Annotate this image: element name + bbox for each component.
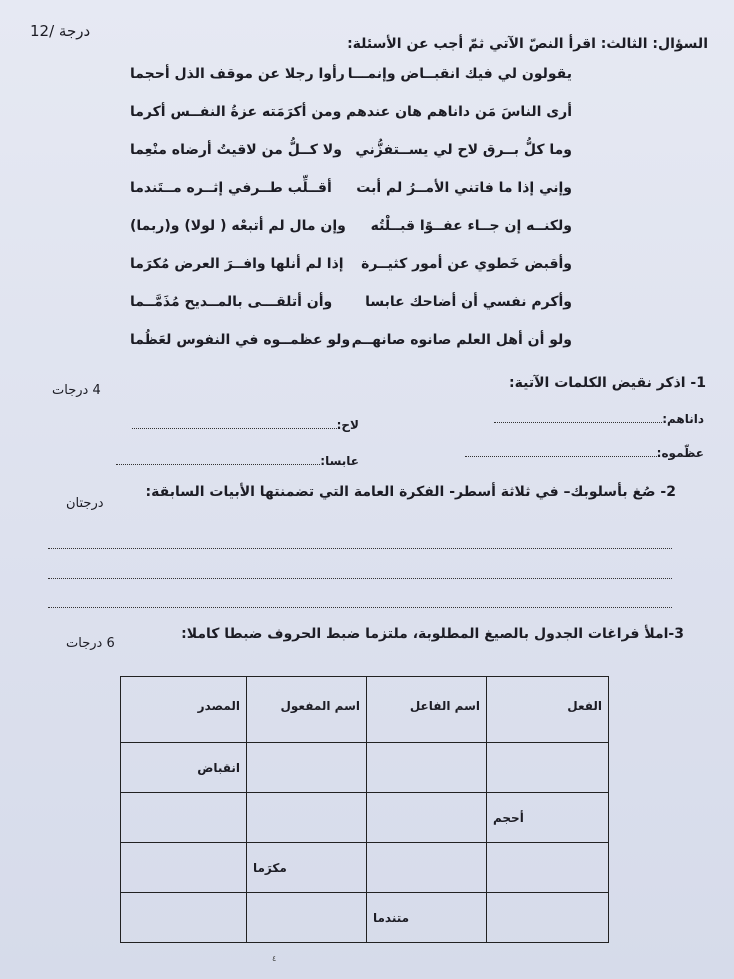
verse-first-hemistich: ولو أن أهل العلم صانوه صانهــم — [351, 332, 572, 348]
header-active-participle: اسم الفاعل — [367, 677, 487, 743]
antonym-word: عظّموه: — [656, 446, 704, 460]
score-total: 12/ درجة — [30, 22, 91, 40]
table-cell[interactable] — [367, 843, 487, 893]
verse-first-hemistich: ولكنــه إن جــاء عفــوًا قبــلْتُه — [370, 218, 572, 234]
answer-dots[interactable] — [465, 446, 657, 457]
poem-verse — [130, 180, 572, 218]
table-cell[interactable] — [247, 893, 367, 943]
poem-verse — [130, 66, 572, 104]
verse-first-hemistich: وإني إذا ما فاتني الأمــرُ لم أبت — [356, 180, 572, 196]
table-row — [121, 793, 609, 843]
verse-second-hemistich: وأن أتلقـــى بالمــديح مُذَمَّــما — [130, 294, 333, 310]
antonym-word: لاح: — [336, 418, 359, 432]
question-title: السؤال: الثالث: اقرأ النصّ الآتي ثمّ أجب عن الأسئلة: — [347, 36, 708, 52]
answer-dots[interactable] — [116, 454, 320, 465]
page-number: ٤ — [272, 954, 277, 963]
question-3-text: 3-املأ فراغات الجدول بالصيغ المطلوبة، ملتزما ضبط الحروف ضبطا كاملا: — [181, 626, 684, 642]
poem-verse — [130, 332, 572, 370]
table-cell[interactable] — [487, 843, 609, 893]
header-passive-participle: اسم المفعول — [247, 677, 367, 743]
verse-second-hemistich: ولا كــلُّ من لاقيتُ أرضاه منْعِما — [130, 142, 342, 158]
verse-second-hemistich: رأوا رجلا عن موقف الذل أحجما — [130, 66, 345, 82]
header-verb: الفعل — [487, 677, 609, 743]
table-cell[interactable] — [121, 843, 247, 893]
answer-line[interactable] — [48, 607, 672, 608]
question-2-text: 2- صُغ بأسلوبك– في ثلاثة أسطر- الفكرة العامة التي تضمنتها الأبيات السابقة: — [145, 484, 676, 500]
verse-first-hemistich: يقولون لي فيك انقبــاض وإنمـــا — [347, 66, 572, 82]
verse-first-hemistich: أرى الناسَ مَن داناهم هان عندهم — [346, 104, 572, 120]
table-cell[interactable] — [247, 793, 367, 843]
verse-second-hemistich: ومن أكرَمَته عزةُ النفــس أكرما — [130, 104, 342, 120]
verse-second-hemistich: ولو عظمــوه في النفوس لعَظُما — [130, 332, 351, 348]
table-row — [121, 743, 609, 793]
table-cell[interactable]: انقباض — [121, 743, 247, 793]
header-verbal-noun: المصدر — [121, 677, 247, 743]
verse-first-hemistich: وأقبض خَطوي عن أمور كثيــرة — [361, 256, 572, 272]
verse-first-hemistich: وما كلُّ بــرق لاح لي يســتفزُّني — [355, 142, 572, 158]
table-cell[interactable] — [247, 743, 367, 793]
question-1-text: 1- اذكر نقيض الكلمات الآتية: — [509, 375, 706, 391]
table-cell[interactable]: أحجم — [487, 793, 609, 843]
poem-verse — [130, 142, 572, 180]
table-cell[interactable] — [487, 893, 609, 943]
answer-line[interactable] — [48, 548, 672, 549]
table-cell[interactable]: مكرَما — [247, 843, 367, 893]
antonym-word: عابسا: — [320, 454, 359, 468]
question-3-marks: 6 درجات — [66, 636, 115, 651]
verse-first-hemistich: وأكرم نفسي أن أضاحك عابسا — [365, 294, 572, 310]
table-row — [121, 893, 609, 943]
table-cell[interactable] — [487, 743, 609, 793]
poem-verse — [130, 104, 572, 142]
conjugation-table — [120, 676, 609, 943]
answer-line[interactable] — [48, 578, 672, 579]
poem-verse — [130, 294, 572, 332]
answer-dots[interactable] — [494, 412, 662, 423]
table-header-row — [121, 677, 609, 743]
antonym-word: داناهم: — [662, 412, 704, 426]
antonym-field[interactable] — [465, 446, 704, 460]
table-cell[interactable] — [121, 893, 247, 943]
poem-verse — [130, 218, 572, 256]
table-cell[interactable] — [367, 743, 487, 793]
verse-second-hemistich: إذا لم أنلها وافــرَ العرض مُكرَما — [130, 256, 344, 272]
table-cell[interactable]: متندما — [367, 893, 487, 943]
antonym-field[interactable] — [116, 454, 359, 468]
table-row — [121, 843, 609, 893]
table-cell[interactable] — [367, 793, 487, 843]
verse-second-hemistich: أقــلِّب طــرفي إثــره مــتَندما — [130, 180, 332, 196]
antonym-field[interactable] — [494, 412, 704, 426]
question-2-marks: درجتان — [66, 496, 104, 511]
verse-second-hemistich: وإن مال لم أتبعْه ( لولا) و(ربما) — [130, 218, 346, 234]
poem-verse — [130, 256, 572, 294]
answer-dots[interactable] — [132, 418, 337, 429]
question-1-marks: 4 درجات — [52, 383, 101, 398]
table-cell[interactable] — [121, 793, 247, 843]
antonym-field[interactable] — [132, 418, 359, 432]
